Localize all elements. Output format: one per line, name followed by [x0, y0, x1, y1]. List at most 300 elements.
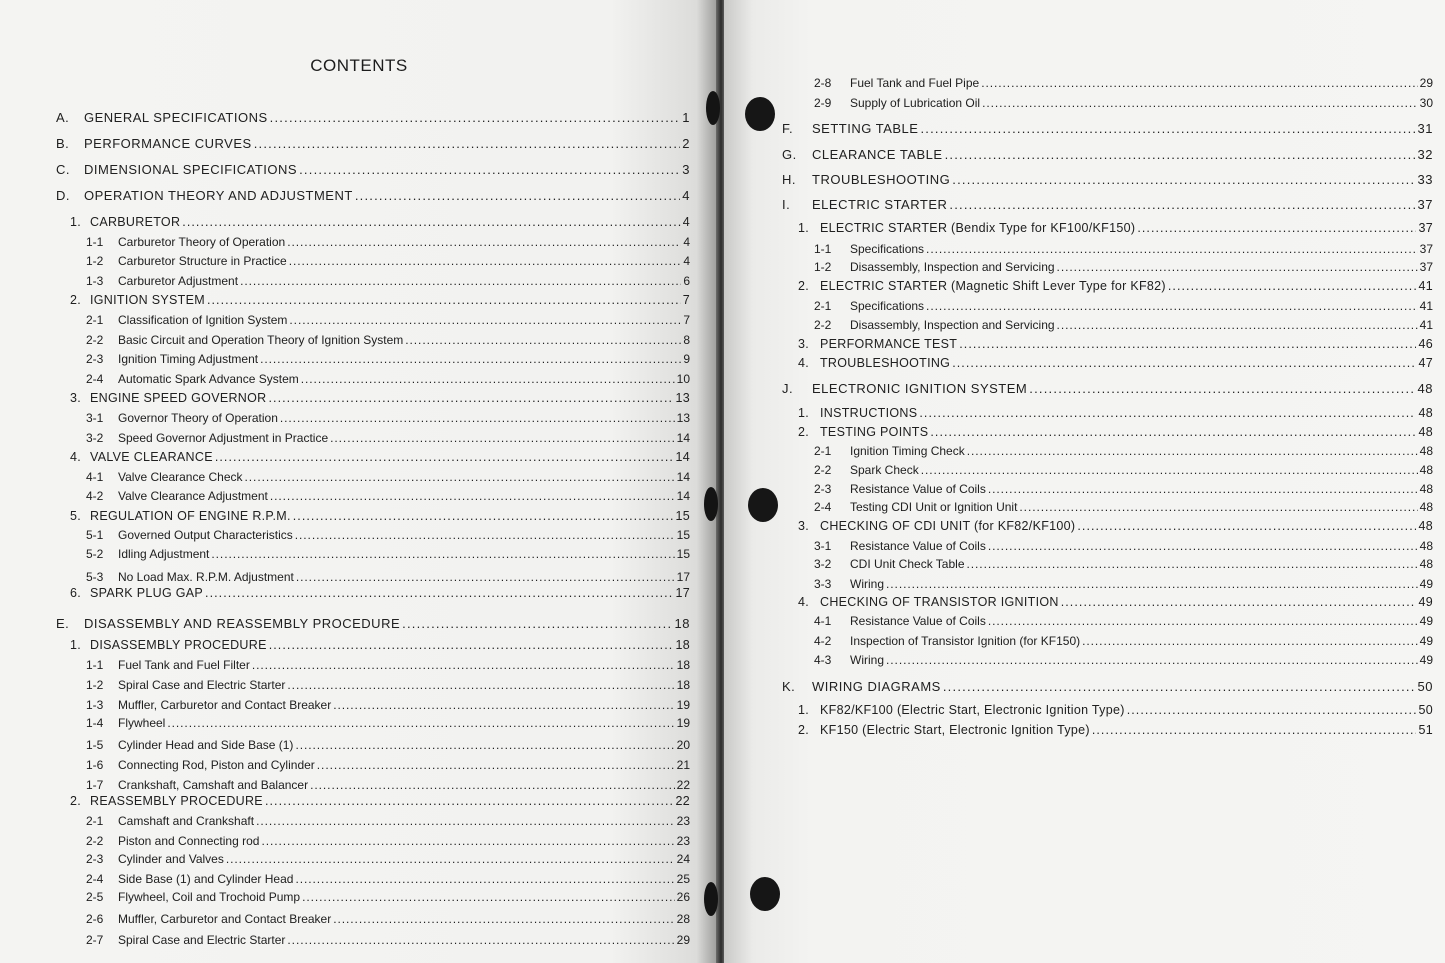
- toc-entry: [814, 260, 1433, 274]
- toc-entry-number: 4.: [798, 595, 810, 609]
- toc-leader-dots: [302, 890, 675, 904]
- toc-entry-page: 2: [682, 136, 690, 151]
- toc-leader-dots: [287, 933, 674, 947]
- toc-entry-number: 2-4: [814, 500, 832, 514]
- toc-entry: [782, 172, 1433, 187]
- toc-entry-title: VALVE CLEARANCE: [90, 450, 213, 464]
- toc-entry-number: 2-7: [86, 933, 104, 947]
- toc-entry-number: 2-8: [814, 76, 832, 90]
- toc-entry-title: CHECKING OF CDI UNIT (for KF82/KF100): [820, 519, 1076, 533]
- toc-leader-dots: [1057, 318, 1418, 332]
- toc-leader-dots: [245, 470, 675, 484]
- toc-entry-page: 49: [1419, 614, 1433, 628]
- toc-entry-number: 1-6: [86, 758, 104, 772]
- toc-leader-dots: [295, 738, 674, 752]
- toc-entry-number: 5-2: [86, 547, 104, 561]
- toc-entry-number: 2.: [798, 723, 810, 737]
- toc-entry-number: B.: [56, 136, 70, 151]
- toc-entry-page: 7: [683, 313, 690, 327]
- toc-entry-title: ELECTRIC STARTER (Bendix Type for KF100/KF150): [820, 221, 1136, 235]
- toc-entry-title: Piston and Connecting rod: [118, 834, 260, 848]
- toc-leader-dots: [988, 539, 1418, 553]
- toc-entry: [86, 933, 690, 947]
- toc-entry: [782, 121, 1433, 136]
- toc-leader-dots: [330, 431, 675, 445]
- toc-entry: [70, 293, 690, 307]
- toc-entry-page: 4: [682, 188, 690, 203]
- toc-entry-number: 4-1: [814, 614, 832, 628]
- toc-entry-number: 1-2: [86, 678, 104, 692]
- toc-entry: [86, 333, 690, 347]
- toc-entry-page: 15: [676, 528, 690, 542]
- toc-entry-page: 15: [676, 547, 690, 561]
- toc-entry-page: 51: [1418, 723, 1433, 737]
- toc-entry: [86, 352, 690, 366]
- toc-entry-number: 6.: [70, 586, 82, 600]
- toc-entry-number: F.: [782, 121, 794, 136]
- toc-leader-dots: [988, 614, 1418, 628]
- toc-leader-dots: [296, 570, 675, 584]
- toc-entry: [814, 96, 1433, 110]
- toc-entry-number: 2.: [798, 279, 810, 293]
- toc-entry-title: PERFORMANCE TEST: [820, 337, 958, 351]
- toc-entry-number: 3.: [70, 391, 82, 405]
- toc-leader-dots: [967, 444, 1418, 458]
- toc-entry-title: DISASSEMBLY PROCEDURE: [90, 638, 267, 652]
- toc-leader-dots: [265, 794, 674, 808]
- toc-entry-number: 2.: [798, 425, 810, 439]
- toc-entry-page: 9: [683, 352, 690, 366]
- toc-entry-number: 1.: [70, 215, 82, 229]
- toc-leader-dots: [405, 333, 681, 347]
- toc-entry-number: E.: [56, 616, 70, 631]
- toc-entry-number: 1-1: [86, 658, 104, 672]
- toc-entry-number: 1-5: [86, 738, 104, 752]
- toc-entry-page: 33: [1417, 172, 1433, 187]
- toc-leader-dots: [205, 586, 673, 600]
- toc-entry-page: 29: [676, 933, 690, 947]
- toc-entry: [814, 318, 1433, 332]
- toc-entry-number: 2-1: [86, 814, 104, 828]
- toc-entry: [814, 444, 1433, 458]
- toc-leader-dots: [280, 411, 675, 425]
- toc-entry-page: 28: [676, 912, 690, 926]
- toc-entry-page: 1: [682, 110, 690, 125]
- toc-entry: [86, 852, 690, 866]
- toc-entry-title: TROUBLESHOOTING: [812, 172, 951, 187]
- page-title: CONTENTS: [310, 56, 408, 75]
- toc-entry-page: 6: [683, 274, 690, 288]
- toc-entry: [86, 758, 690, 772]
- toc-entry: [86, 678, 690, 692]
- toc-entry-title: ELECTRIC STARTER: [812, 197, 948, 212]
- toc-entry-number: 1.: [798, 221, 810, 235]
- toc-entry-title: Flywheel: [118, 716, 166, 730]
- toc-leader-dots: [254, 136, 681, 151]
- toc-entry-number: 3-1: [86, 411, 104, 425]
- toc-entry: [814, 242, 1433, 256]
- toc-entry-title: Side Base (1) and Cylinder Head: [118, 872, 294, 886]
- toc-entry: [814, 539, 1433, 553]
- toc-entry-number: 4-2: [814, 634, 832, 648]
- toc-leader-dots: [930, 425, 1416, 439]
- toc-leader-dots: [1082, 634, 1418, 648]
- toc-entry-title: Automatic Spark Advance System: [118, 372, 299, 386]
- toc-leader-dots: [268, 391, 673, 405]
- toc-entry-number: 4.: [70, 450, 82, 464]
- toc-entry: [798, 425, 1433, 439]
- toc-entry-page: 13: [676, 411, 690, 425]
- toc-entry-page: 48: [1418, 406, 1433, 420]
- toc-entry-number: I.: [782, 197, 791, 212]
- toc-entry-page: 26: [676, 890, 690, 904]
- toc-entry: [86, 254, 690, 268]
- toc-entry-title: Carburetor Adjustment: [118, 274, 239, 288]
- toc-leader-dots: [949, 197, 1415, 212]
- toc-entry-page: 14: [676, 489, 690, 503]
- toc-entry: [86, 912, 690, 926]
- toc-entry-number: 2-3: [86, 852, 104, 866]
- toc-entry: [798, 595, 1433, 609]
- toc-entry-number: 1.: [70, 638, 82, 652]
- toc-entry-title: Basic Circuit and Operation Theory of Ignition System: [118, 333, 404, 347]
- toc-entry: [86, 738, 690, 752]
- toc-leader-dots: [295, 528, 675, 542]
- toc-entry: [814, 653, 1433, 667]
- toc-entry: [86, 470, 690, 484]
- toc-entry-title: Disassembly, Inspection and Servicing: [850, 260, 1055, 274]
- binder-notch-top: [706, 91, 720, 125]
- toc-entry: [56, 616, 690, 631]
- toc-entry-number: 1-2: [86, 254, 104, 268]
- toc-entry-number: 2-1: [814, 299, 832, 313]
- toc-entry-page: 49: [1419, 653, 1433, 667]
- toc-entry-page: 41: [1419, 299, 1433, 313]
- toc-entry-page: 48: [1419, 482, 1433, 496]
- toc-entry: [86, 698, 690, 712]
- toc-entry-page: 8: [683, 333, 690, 347]
- toc-entry-page: 10: [676, 372, 690, 386]
- toc-leader-dots: [355, 188, 680, 203]
- toc-entry: [86, 872, 690, 886]
- toc-entry-page: 48: [1419, 500, 1433, 514]
- toc-entry-page: 3: [682, 162, 690, 177]
- toc-leader-dots: [256, 814, 675, 828]
- toc-entry-title: Ignition Timing Adjustment: [118, 352, 259, 366]
- toc-entry-title: ENGINE SPEED GOVERNOR: [90, 391, 267, 405]
- toc-leader-dots: [289, 254, 682, 268]
- toc-entry: [782, 679, 1433, 694]
- toc-entry-page: 50: [1417, 679, 1433, 694]
- toc-leader-dots: [886, 653, 1418, 667]
- toc-entry-title: CLEARANCE TABLE: [812, 147, 943, 162]
- toc-entry-page: 18: [676, 658, 690, 672]
- toc-entry-title: ELECTRIC STARTER (Magnetic Shift Lever Type for KF82): [820, 279, 1166, 293]
- toc-entry: [56, 136, 690, 151]
- toc-entry-title: Classification of Ignition System: [118, 313, 288, 327]
- toc-entry-title: Wiring: [850, 577, 885, 591]
- toc-entry: [782, 147, 1433, 162]
- toc-entry-title: IGNITION SYSTEM: [90, 293, 205, 307]
- toc-entry-title: CHECKING OF TRANSISTOR IGNITION: [820, 595, 1059, 609]
- toc-entry-page: 23: [676, 814, 690, 828]
- toc-entry-title: CARBURETOR: [90, 215, 181, 229]
- toc-entry-number: 2-2: [814, 463, 832, 477]
- toc-entry-title: Carburetor Theory of Operation: [118, 235, 286, 249]
- toc-entry-title: SPARK PLUG GAP: [90, 586, 204, 600]
- toc-leader-dots: [1092, 723, 1417, 737]
- toc-entry-number: 2.: [70, 293, 82, 307]
- toc-entry-title: Cylinder Head and Side Base (1): [118, 738, 294, 752]
- toc-entry-title: No Load Max. R.P.M. Adjustment: [118, 570, 294, 584]
- toc-entry: [86, 372, 690, 386]
- toc-entry-page: 21: [676, 758, 690, 772]
- toc-leader-dots: [402, 616, 672, 631]
- toc-entry: [70, 586, 690, 600]
- toc-leader-dots: [1077, 519, 1416, 533]
- toc-entry-number: A.: [56, 110, 70, 125]
- toc-entry-page: 41: [1419, 318, 1433, 332]
- toc-leader-dots: [919, 406, 1416, 420]
- toc-entry: [86, 411, 690, 425]
- toc-entry-page: 17: [676, 570, 690, 584]
- toc-entry-number: 2-2: [86, 333, 104, 347]
- toc-entry-page: 37: [1419, 242, 1433, 256]
- toc-entry-title: REASSEMBLY PROCEDURE: [90, 794, 263, 808]
- toc-entry-number: J.: [782, 381, 794, 396]
- toc-entry-page: 4: [683, 235, 690, 249]
- toc-entry: [70, 391, 690, 405]
- toc-entry-title: WIRING DIAGRAMS: [812, 679, 941, 694]
- toc-entry-title: DIMENSIONAL SPECIFICATIONS: [84, 162, 298, 177]
- toc-entry-number: 2-2: [814, 318, 832, 332]
- toc-entry: [86, 431, 690, 445]
- toc-entry-number: 5-3: [86, 570, 104, 584]
- toc-entry: [70, 215, 690, 229]
- toc-entry-title: CDI Unit Check Table: [850, 557, 965, 571]
- toc-entry: [798, 703, 1433, 717]
- toc-entry-title: KF82/KF100 (Electric Start, Electronic Ignition Type): [820, 703, 1125, 717]
- toc-entry-title: Speed Governor Adjustment in Practice: [118, 431, 329, 445]
- toc-entry: [86, 834, 690, 848]
- toc-entry-page: 48: [1418, 519, 1433, 533]
- toc-leader-dots: [299, 162, 680, 177]
- toc-entry-number: 1-3: [86, 698, 104, 712]
- toc-leader-dots: [270, 110, 681, 125]
- toc-entry: [70, 450, 690, 464]
- toc-leader-dots: [269, 638, 674, 652]
- toc-entry: [70, 509, 690, 523]
- toc-entry-page: 31: [1417, 121, 1433, 136]
- toc-entry-page: 14: [676, 470, 690, 484]
- toc-leader-dots: [333, 912, 674, 926]
- toc-entry: [56, 188, 690, 203]
- toc-entry-title: Muffler, Carburetor and Contact Breaker: [118, 912, 332, 926]
- toc-entry-number: 2-3: [86, 352, 104, 366]
- toc-entry: [798, 519, 1433, 533]
- toc-entry-page: 49: [1419, 634, 1433, 648]
- toc-entry-page: 24: [676, 852, 690, 866]
- toc-entry-page: 18: [676, 678, 690, 692]
- toc-entry-number: G.: [782, 147, 797, 162]
- toc-entry: [782, 381, 1433, 396]
- toc-leader-dots: [952, 356, 1416, 370]
- toc-entry-number: 4-2: [86, 489, 104, 503]
- toc-entry-page: 48: [1419, 557, 1433, 571]
- toc-leader-dots: [959, 337, 1416, 351]
- toc-entry-page: 48: [1417, 381, 1433, 396]
- toc-leader-dots: [1061, 595, 1417, 609]
- toc-entry: [814, 557, 1433, 571]
- toc-entry: [814, 76, 1433, 90]
- toc-leader-dots: [943, 679, 1416, 694]
- toc-leader-dots: [981, 76, 1417, 90]
- toc-entry: [86, 313, 690, 327]
- toc-entry-title: TROUBLESHOOTING: [820, 356, 951, 370]
- toc-entry-page: 30: [1419, 96, 1433, 110]
- toc-entry: [86, 814, 690, 828]
- toc-entry-title: Inspection of Transistor Ignition (for KF150): [850, 634, 1081, 648]
- binder-hole-middle: [748, 488, 778, 522]
- toc-entry-title: Governor Theory of Operation: [118, 411, 278, 425]
- toc-leader-dots: [240, 274, 681, 288]
- toc-entry-number: 1-1: [814, 242, 832, 256]
- toc-entry-number: 3-2: [86, 431, 104, 445]
- toc-entry-title: Disassembly, Inspection and Servicing: [850, 318, 1055, 332]
- toc-entry-title: REGULATION OF ENGINE R.P.M.: [90, 509, 291, 523]
- toc-leader-dots: [295, 872, 674, 886]
- toc-entry-page: 48: [1419, 444, 1433, 458]
- toc-entry-title: Crankshaft, Camshaft and Balancer: [118, 778, 309, 792]
- toc-entry-page: 19: [676, 698, 690, 712]
- toc-entry-number: 2-4: [86, 372, 104, 386]
- toc-entry-page: 50: [1418, 703, 1433, 717]
- toc-entry-page: 49: [1418, 595, 1433, 609]
- toc-entry-number: 1-1: [86, 235, 104, 249]
- toc-leader-dots: [261, 834, 674, 848]
- toc-entry-page: 48: [1419, 463, 1433, 477]
- toc-entry-page: 14: [676, 431, 690, 445]
- toc-entry-page: 13: [675, 391, 690, 405]
- binder-notch-bottom: [704, 882, 718, 916]
- toc-entry: [814, 482, 1433, 496]
- toc-entry-page: 7: [682, 293, 690, 307]
- toc-entry: [798, 723, 1433, 737]
- right-toc-list: [724, 0, 1445, 963]
- toc-leader-dots: [270, 489, 675, 503]
- toc-entry: [86, 274, 690, 288]
- toc-entry-page: 29: [1419, 76, 1433, 90]
- toc-leader-dots: [167, 716, 674, 730]
- toc-entry: [798, 406, 1433, 420]
- toc-entry: [814, 614, 1433, 628]
- toc-leader-dots: [310, 778, 675, 792]
- toc-entry-title: INSTRUCTIONS: [820, 406, 918, 420]
- toc-leader-dots: [988, 482, 1418, 496]
- toc-entry-number: 2-6: [86, 912, 104, 926]
- toc-leader-dots: [952, 172, 1415, 187]
- toc-entry-title: Valve Clearance Check: [118, 470, 243, 484]
- toc-entry: [86, 658, 690, 672]
- toc-entry: [782, 197, 1433, 212]
- toc-entry-page: 17: [675, 586, 690, 600]
- toc-entry-page: 4: [683, 254, 690, 268]
- toc-entry-title: Camshaft and Crankshaft: [118, 814, 255, 828]
- left-toc-list: [0, 0, 718, 963]
- toc-leader-dots: [215, 450, 674, 464]
- binder-hole-top: [745, 97, 775, 131]
- toc-entry-page: 22: [675, 794, 690, 808]
- toc-entry-title: Spark Check: [850, 463, 919, 477]
- toc-entry-page: 37: [1419, 260, 1433, 274]
- toc-entry-number: C.: [56, 162, 70, 177]
- toc-entry-page: 48: [1419, 539, 1433, 553]
- toc-entry-page: 32: [1417, 147, 1433, 162]
- toc-entry-number: 2-1: [814, 444, 832, 458]
- toc-entry-number: 3-3: [814, 577, 832, 591]
- toc-entry: [814, 463, 1433, 477]
- toc-entry-title: Ignition Timing Check: [850, 444, 965, 458]
- toc-leader-dots: [1127, 703, 1417, 717]
- toc-entry-number: 4-1: [86, 470, 104, 484]
- toc-entry-number: 1.: [798, 703, 810, 717]
- toc-entry-title: GENERAL SPECIFICATIONS: [84, 110, 268, 125]
- toc-leader-dots: [945, 147, 1416, 162]
- toc-entry-number: 1-4: [86, 716, 104, 730]
- toc-leader-dots: [921, 463, 1418, 477]
- toc-entry-title: PERFORMANCE CURVES: [84, 136, 252, 151]
- toc-entry-title: Resistance Value of Coils: [850, 539, 986, 553]
- toc-entry-number: 3.: [798, 337, 810, 351]
- toc-entry-number: 4.: [798, 356, 810, 370]
- toc-entry-title: Valve Clearance Adjustment: [118, 489, 268, 503]
- toc-entry-number: 3.: [798, 519, 810, 533]
- toc-leader-dots: [301, 372, 675, 386]
- toc-entry-title: Idling Adjustment: [118, 547, 210, 561]
- toc-entry-title: Resistance Value of Coils: [850, 614, 986, 628]
- toc-entry-number: 5.: [70, 509, 82, 523]
- toc-entry-title: TESTING POINTS: [820, 425, 929, 439]
- toc-entry: [814, 299, 1433, 313]
- toc-entry-page: 37: [1418, 221, 1433, 235]
- toc-entry-number: 2-9: [814, 96, 832, 110]
- toc-entry-page: 18: [674, 616, 690, 631]
- toc-entry: [86, 778, 690, 792]
- toc-entry-page: 37: [1417, 197, 1433, 212]
- toc-entry: [86, 235, 690, 249]
- toc-entry-page: 23: [676, 834, 690, 848]
- toc-leader-dots: [926, 242, 1418, 256]
- toc-leader-dots: [252, 658, 675, 672]
- toc-leader-dots: [333, 698, 674, 712]
- toc-leader-dots: [1029, 381, 1415, 396]
- toc-entry-page: 15: [675, 509, 690, 523]
- toc-entry: [70, 638, 690, 652]
- toc-leader-dots: [1019, 500, 1417, 514]
- toc-entry-title: Fuel Tank and Fuel Pipe: [850, 76, 980, 90]
- toc-entry: [798, 337, 1433, 351]
- toc-entry-title: SETTING TABLE: [812, 121, 919, 136]
- toc-entry-number: 2-4: [86, 872, 104, 886]
- toc-leader-dots: [926, 299, 1418, 313]
- binder-hole-bottom: [750, 877, 780, 911]
- toc-leader-dots: [207, 293, 681, 307]
- toc-entry-page: 4: [682, 215, 690, 229]
- toc-entry: [814, 634, 1433, 648]
- toc-entry-title: Specifications: [850, 242, 925, 256]
- toc-entry: [798, 279, 1433, 293]
- toc-entry-title: Connecting Rod, Piston and Cylinder: [118, 758, 315, 772]
